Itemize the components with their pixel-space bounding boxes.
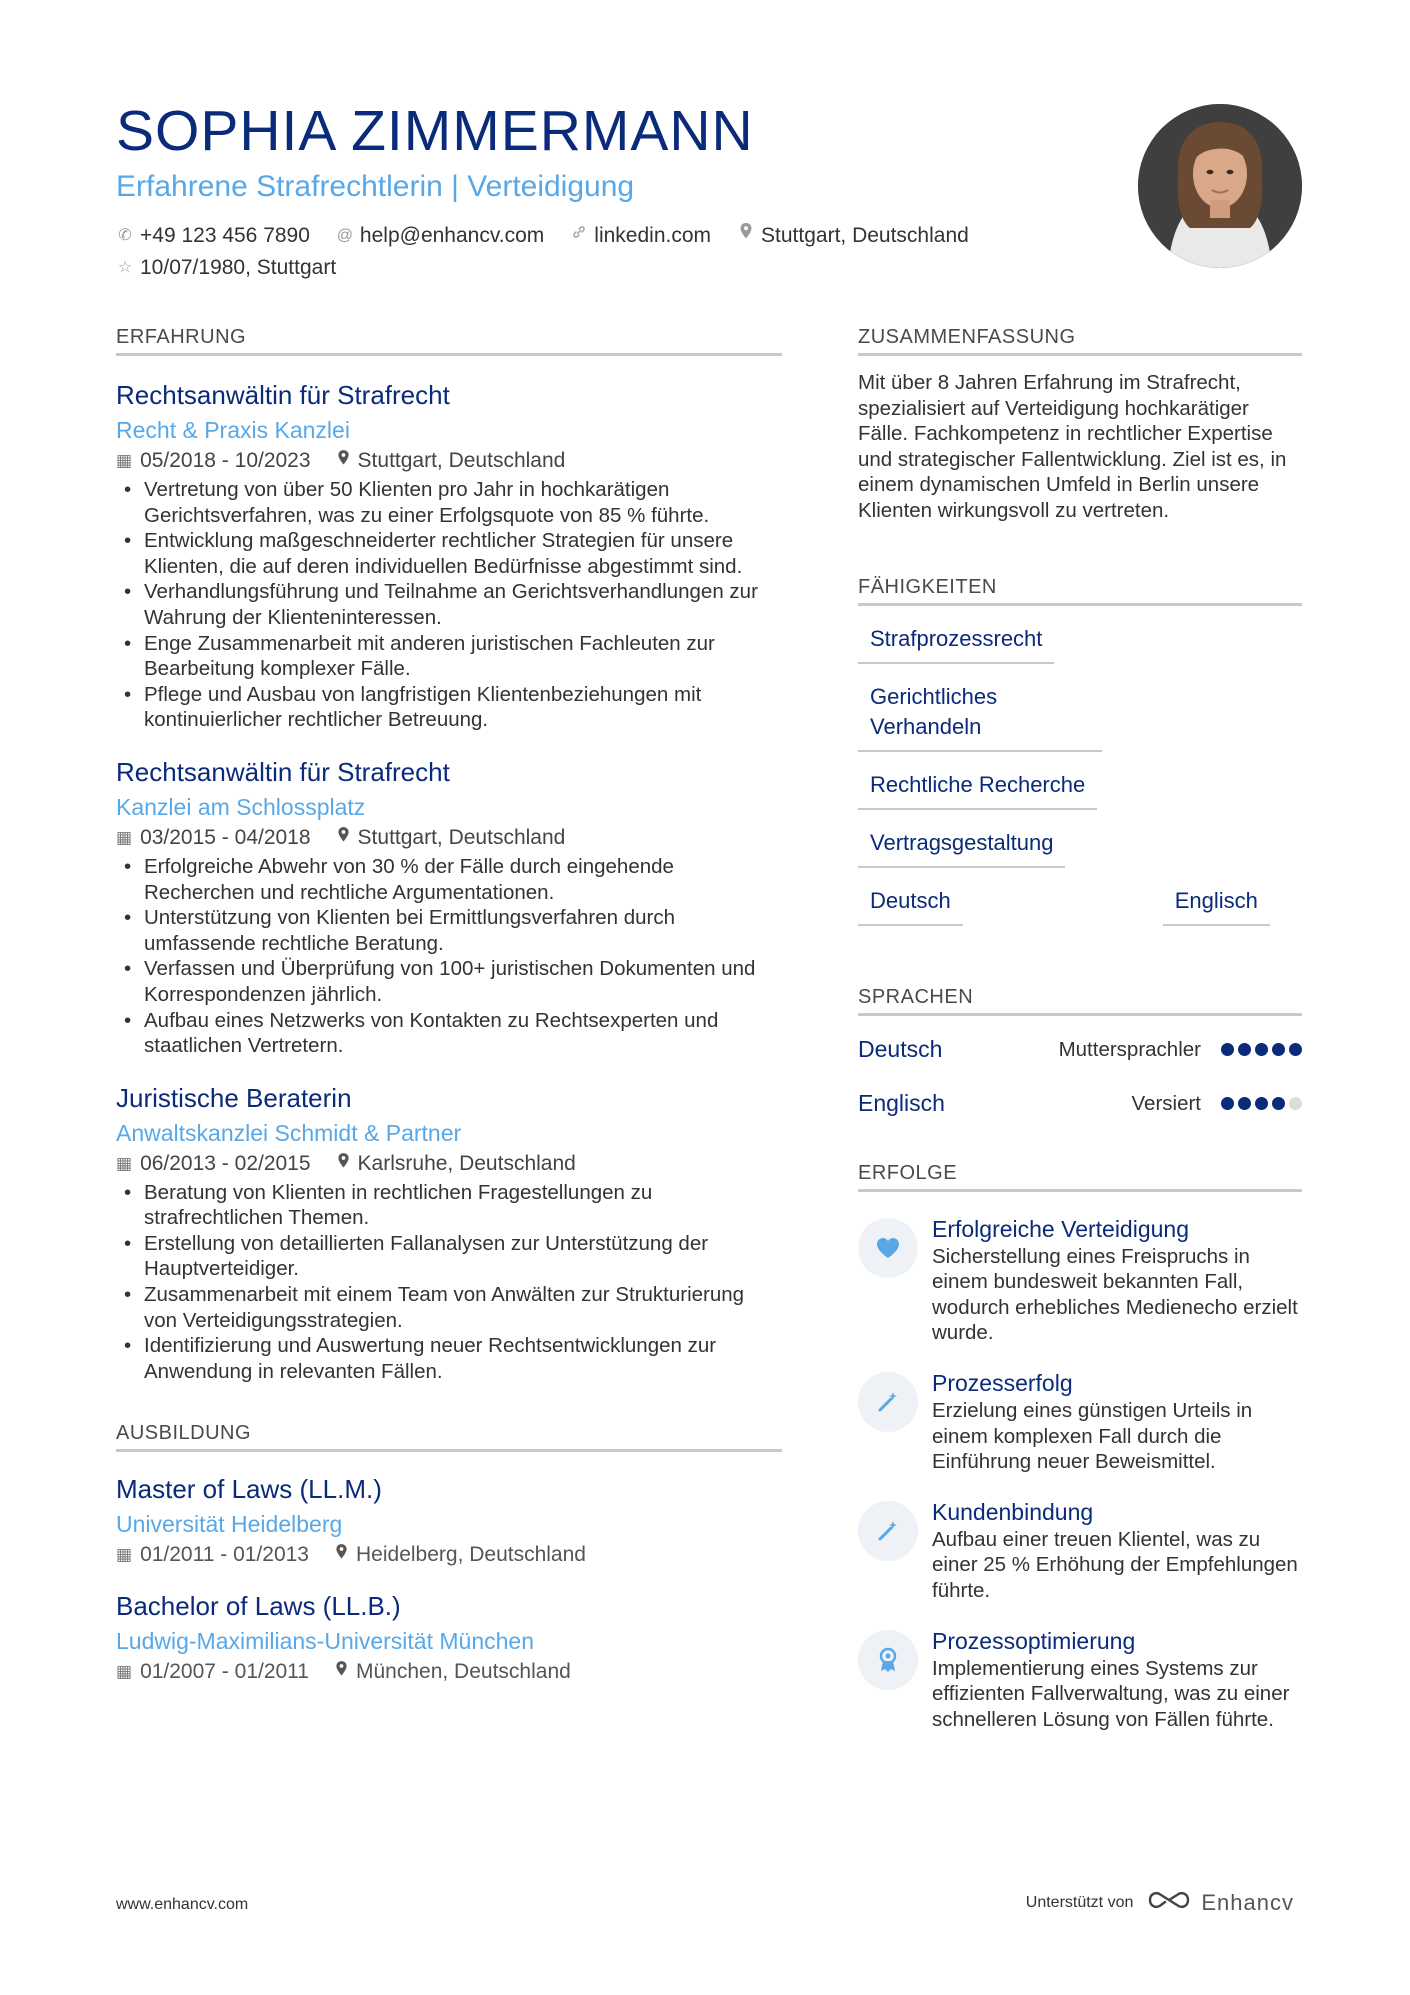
achievement-item <box>858 1368 1302 1475</box>
calendar-icon: ▦ <box>116 1662 133 1682</box>
education-meta <box>116 1541 782 1569</box>
rating-dots <box>1217 1097 1302 1110</box>
skill-tag: Vertragsgestaltung <box>858 828 1065 868</box>
job-location <box>337 824 566 852</box>
rating-dot <box>1272 1097 1285 1110</box>
achievement-desc: Aufbau einer treuen Klientel, was zu einer 25 % Erhöhung der Empfehlungen führte. <box>932 1527 1298 1602</box>
contact-email[interactable] <box>336 220 544 252</box>
language-proficiency <box>1132 1092 1303 1116</box>
achievement-item <box>858 1214 1302 1346</box>
achievement-item <box>858 1497 1302 1604</box>
section-title-skills: FÄHIGKEITEN <box>858 576 1302 606</box>
rating-dot <box>1238 1043 1251 1056</box>
job-dates: 06/2013 - 02/2015 <box>140 1151 311 1175</box>
contact-location <box>737 220 969 252</box>
job-meta <box>116 447 782 475</box>
rating-dot <box>1255 1043 1268 1056</box>
bullet-item: • Aufbau eines Netzwerks von Kontakten zu Rechtsexperten und staatlichen Vertretern. <box>116 1008 782 1059</box>
job-bullets <box>116 854 782 1059</box>
bullet-item: • Zusammenarbeit mit einem Team von Anwälten zur Strukturierung von Verteidigungsstrategien. <box>116 1282 782 1333</box>
bullet-item: • Beratung von Klienten in rechtlichen Fragestellungen zu strafrechtlichen Themen. <box>116 1180 782 1231</box>
rating-dot <box>1221 1097 1234 1110</box>
job-bullets <box>116 477 782 733</box>
job-location <box>337 447 566 475</box>
location-pin-icon <box>337 447 350 475</box>
bullet-item: • Erstellung von detaillierten Fallanalysen zur Unterstützung der Hauptverteidiger. <box>116 1231 782 1282</box>
phone-text: +49 123 456 7890 <box>140 224 310 247</box>
bullet-item: • Entwicklung maßgeschneiderter rechtlicher Strategien für unsere Klienten, die auf deren individuellen Bedürfnisse abgestimmt sind. <box>116 528 782 579</box>
achievement-item <box>858 1626 1302 1733</box>
award-icon <box>858 1630 918 1690</box>
achievement-title: Erfolgreiche Verteidigung <box>932 1215 1189 1242</box>
job-title: Juristische Beraterin <box>116 1082 352 1113</box>
job-bullets <box>116 1180 782 1385</box>
calendar-icon: ▦ <box>116 451 133 470</box>
location-pin-icon <box>335 1658 348 1686</box>
calendar-icon: ▦ <box>116 827 133 847</box>
contact-birth <box>116 252 336 284</box>
job-meta <box>116 1150 782 1178</box>
education-location <box>335 1541 586 1569</box>
calendar-icon: ▦ <box>116 1153 133 1173</box>
bullet-item: • Vertretung von über 50 Klienten pro Jahr in hochkarätigen Gerichtsverfahren, was zu einer Erfolgsquote von 85 % führte. <box>116 477 782 528</box>
section-title-experience: ERFAHRUNG <box>116 326 782 356</box>
email-text[interactable]: help@enhancv.com <box>359 224 545 247</box>
candidate-name: SOPHIA ZIMMERMANN <box>116 99 754 163</box>
job-dates: 05/2018 - 10/2023 <box>140 449 311 472</box>
skills-list <box>858 624 1302 944</box>
experience-entry <box>116 755 782 1059</box>
skill-tag: Strafprozessrecht <box>858 624 1054 664</box>
education-dates: 01/2007 - 01/2011 <box>140 1660 309 1684</box>
achievement-title: Prozesserfolg <box>932 1369 1073 1396</box>
company-name: Kanzlei am Schlossplatz <box>116 793 366 820</box>
section-title-languages: SPRACHEN <box>858 986 1302 1016</box>
job-title: Rechtsanwältin für Strafrecht <box>116 756 450 787</box>
star-icon: ☆ <box>117 259 133 276</box>
bullet-item: • Erfolgreiche Abwehr von 30 % der Fälle durch eingehende Recherchen und rechtliche Argumentationen. <box>116 854 782 905</box>
birth-text: 10/07/1980, Stuttgart <box>140 256 337 279</box>
education-location-text: Heidelberg, Deutschland <box>356 1543 586 1567</box>
contact-phone <box>116 220 310 252</box>
location-pin-icon <box>737 220 755 252</box>
school-name: Ludwig-Maximilians-Universität München <box>116 1628 534 1655</box>
experience-entry <box>116 1081 782 1385</box>
footer-branding <box>1026 1888 1294 1917</box>
location-pin-icon <box>337 1150 350 1178</box>
job-meta <box>116 824 782 852</box>
achievement-desc: Implementierung eines Systems zur effizienten Fallverwaltung, was zu einer schnelleren Lösung von Fällen führte. <box>932 1656 1290 1731</box>
rating-dot <box>1272 1043 1285 1056</box>
education-location-text: München, Deutschland <box>356 1660 571 1684</box>
phone-icon: ✆ <box>118 227 132 244</box>
linkedin-text[interactable]: linkedin.com <box>594 224 712 247</box>
degree-title: Bachelor of Laws (LL.B.) <box>116 1591 401 1622</box>
rating-dot <box>1289 1097 1302 1110</box>
language-name: Englisch <box>858 1090 945 1117</box>
achievement-title: Kundenbindung <box>932 1498 1094 1525</box>
magic-wand-icon <box>858 1501 918 1561</box>
footer-website[interactable]: www.enhancv.com <box>116 1896 249 1913</box>
education-entry <box>116 1589 782 1686</box>
heart-icon <box>858 1218 918 1278</box>
contact-linkedin[interactable] <box>570 220 711 252</box>
education-entry <box>116 1472 782 1569</box>
language-level: Versiert <box>1131 1091 1201 1115</box>
job-dates: 03/2015 - 04/2018 <box>140 825 311 849</box>
summary-text: Mit über 8 Jahren Erfahrung im Strafrecht, spezialisiert auf Verteidigung hochkarätiger Fälle. Fachkompetenz in rechtlicher Expertise und strategischer Fallentwicklung. Ziel ist es, in einem dynamischen Umfeld in Berlin unsere Klienten wirkungsvoll zu vertreten. <box>858 371 1287 522</box>
bullet-item: • Pflege und Ausbau von langfristigen Klientenbeziehungen mit kontinuierlicher rechtlicher Betreuung. <box>116 682 782 733</box>
bullet-item: • Verhandlungsführung und Teilnahme an Gerichtsverhandlungen zur Wahrung der Klienteninteressen. <box>116 579 782 630</box>
profile-photo <box>1138 104 1302 268</box>
left-column <box>116 326 782 1686</box>
powered-by-label: Unterstützt von <box>1025 1893 1134 1911</box>
enhancv-logo-icon <box>1147 1888 1191 1917</box>
language-level: Muttersprachler <box>1058 1037 1201 1061</box>
candidate-title: Erfahrene Strafrechtlerin | Verteidigung <box>116 170 635 203</box>
skill-tag: Rechtliche Recherche <box>858 770 1097 810</box>
magic-wand-icon <box>858 1372 918 1432</box>
rating-dot <box>1255 1097 1268 1110</box>
brand-name: Enhancv <box>1201 1889 1294 1915</box>
skill-tag: Englisch <box>1163 886 1270 926</box>
school-name: Universität Heidelberg <box>116 1511 343 1538</box>
location-pin-icon <box>337 824 350 852</box>
section-title-achievements: ERFOLGE <box>858 1162 1302 1192</box>
achievement-desc: Erzielung eines günstigen Urteils in einem komplexen Fall durch die Einführung neuer Beweismittel. <box>932 1398 1253 1474</box>
job-title: Rechtsanwältin für Strafrecht <box>116 380 450 410</box>
education-location <box>335 1658 571 1686</box>
language-row <box>858 1084 1302 1124</box>
language-name: Deutsch <box>858 1036 943 1063</box>
bullet-item: • Enge Zusammenarbeit mit anderen juristischen Fachleuten zur Bearbeitung komplexer Fälle. <box>116 631 782 682</box>
job-location-text: Stuttgart, Deutschland <box>357 825 566 849</box>
rating-dots <box>1217 1043 1302 1056</box>
language-proficiency <box>1059 1038 1302 1062</box>
skill-tag: Deutsch <box>858 886 963 926</box>
section-title-education: AUSBILDUNG <box>116 1422 782 1452</box>
language-row <box>858 1030 1302 1070</box>
location-text: Stuttgart, Deutschland <box>761 224 969 247</box>
job-location-text: Karlsruhe, Deutschland <box>357 1151 576 1175</box>
at-icon: @ <box>336 227 354 244</box>
skill-tag: Gerichtliches Verhandeln <box>858 682 1102 752</box>
location-pin-icon <box>335 1541 348 1569</box>
bullet-item: • Verfassen und Überprüfung von 100+ juristischen Dokumenten und Korrespondenzen jährlich. <box>116 956 782 1007</box>
job-location <box>337 1150 576 1178</box>
rating-dot <box>1221 1043 1234 1056</box>
contact-row-2 <box>116 252 1116 284</box>
bullet-item: • Unterstützung von Klienten bei Ermittlungsverfahren durch umfassende rechtliche Beratung. <box>116 905 782 956</box>
job-location-text: Stuttgart, Deutschland <box>357 449 566 472</box>
calendar-icon: ▦ <box>116 1545 133 1565</box>
achievement-desc: Sicherstellung eines Freispruchs in einem bundesweit bekannten Fall, wodurch erhebliches Medienecho erzielt wurde. <box>932 1244 1298 1345</box>
achievement-title: Prozessoptimierung <box>932 1627 1136 1654</box>
bullet-item: • Identifizierung und Auswertung neuer Rechtsentwicklungen zur Anwendung in relevanten Fällen. <box>116 1333 782 1384</box>
section-title-summary: ZUSAMMENFASSUNG <box>858 326 1302 356</box>
rating-dot <box>1289 1043 1302 1056</box>
experience-entry <box>116 378 782 733</box>
education-dates: 01/2011 - 01/2013 <box>140 1543 309 1567</box>
education-meta <box>116 1658 782 1686</box>
link-icon <box>570 220 588 252</box>
company-name: Recht & Praxis Kanzlei <box>116 417 350 443</box>
contact-list <box>116 220 1116 284</box>
rating-dot <box>1238 1097 1251 1110</box>
header <box>116 98 1116 284</box>
right-column <box>858 326 1302 1732</box>
company-name: Anwaltskanzlei Schmidt & Partner <box>116 1119 462 1146</box>
degree-title: Master of Laws (LL.M.) <box>116 1474 382 1505</box>
